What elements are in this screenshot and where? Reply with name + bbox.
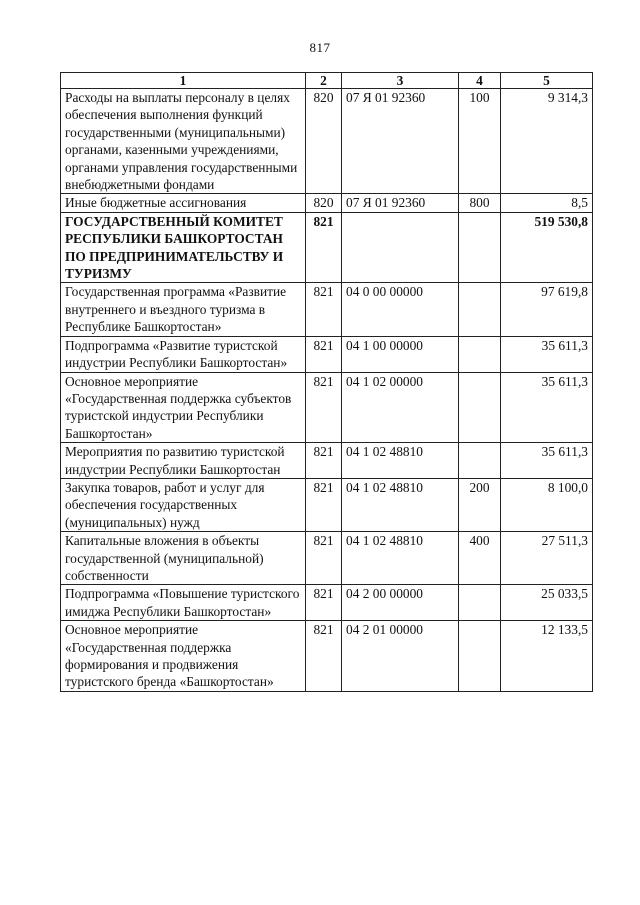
header-col-5: 5 (501, 73, 593, 89)
row-name: Мероприятия по развитию туристской индустрии Республики Башкортостан (61, 443, 306, 479)
row-target-article: 07 Я 01 92360 (342, 194, 459, 212)
row-code: 820 (306, 194, 342, 212)
row-amount: 25 033,5 (501, 585, 593, 621)
row-amount: 35 611,3 (501, 443, 593, 479)
row-name: Основное мероприятие «Государственная поддержка формирования и продвижения туристского бренда «Башкортостан» (61, 621, 306, 692)
row-target-article: 04 2 01 00000 (342, 621, 459, 692)
header-col-3: 3 (342, 73, 459, 89)
table-row-section-heading (61, 212, 593, 283)
row-expense-type: 200 (459, 478, 501, 531)
row-expense-type (459, 372, 501, 443)
table-row (61, 336, 593, 372)
row-expense-type (459, 283, 501, 336)
row-expense-type: 100 (459, 89, 501, 194)
row-expense-type (459, 443, 501, 479)
row-amount: 8,5 (501, 194, 593, 212)
row-code: 821 (306, 585, 342, 621)
row-code: 821 (306, 372, 342, 443)
row-expense-type (459, 212, 501, 283)
row-name: Иные бюджетные ассигнования (61, 194, 306, 212)
row-target-article: 04 0 00 00000 (342, 283, 459, 336)
table-row (61, 283, 593, 336)
row-code: 821 (306, 283, 342, 336)
table-row (61, 443, 593, 479)
row-target-article: 04 2 00 00000 (342, 585, 459, 621)
row-amount: 9 314,3 (501, 89, 593, 194)
row-amount: 12 133,5 (501, 621, 593, 692)
row-amount: 8 100,0 (501, 478, 593, 531)
row-expense-type: 800 (459, 194, 501, 212)
table-row (61, 585, 593, 621)
row-name: Подпрограмма «Повышение туристского имиджа Республики Башкортостан» (61, 585, 306, 621)
row-target-article: 04 1 00 00000 (342, 336, 459, 372)
table-row (61, 372, 593, 443)
table-row (61, 478, 593, 531)
table-row (61, 621, 593, 692)
row-name: Расходы на выплаты персоналу в целях обеспечения выполнения функций государственными (муниципальными) органами, казенными учреждениями, органами управления государственными внебюджетными фондами (61, 89, 306, 194)
row-expense-type (459, 621, 501, 692)
row-code: 821 (306, 212, 342, 283)
row-code: 821 (306, 621, 342, 692)
header-col-4: 4 (459, 73, 501, 89)
row-amount: 519 530,8 (501, 212, 593, 283)
row-name: Закупка товаров, работ и услуг для обеспечения государственных (муниципальных) нужд (61, 478, 306, 531)
row-target-article (342, 212, 459, 283)
row-code: 821 (306, 478, 342, 531)
row-name: Основное мероприятие «Государственная поддержка субъектов туристской индустрии Республики Башкортостан» (61, 372, 306, 443)
row-name: Государственная программа «Развитие внутреннего и въездного туризма в Республике Башкортостан» (61, 283, 306, 336)
row-code: 821 (306, 336, 342, 372)
page-number: 817 (309, 40, 331, 55)
row-code: 821 (306, 443, 342, 479)
row-expense-type: 400 (459, 532, 501, 585)
row-code: 820 (306, 89, 342, 194)
table-row (61, 89, 593, 194)
row-target-article: 04 1 02 48810 (342, 478, 459, 531)
row-target-article: 04 1 02 48810 (342, 443, 459, 479)
row-name: Подпрограмма «Развитие туристской индустрии Республики Башкортостан» (61, 336, 306, 372)
header-col-2: 2 (306, 73, 342, 89)
header-col-1: 1 (61, 73, 306, 89)
row-target-article: 04 1 02 48810 (342, 532, 459, 585)
row-code: 821 (306, 532, 342, 585)
budget-table (60, 72, 593, 692)
row-amount: 35 611,3 (501, 372, 593, 443)
row-amount: 35 611,3 (501, 336, 593, 372)
row-target-article: 04 1 02 00000 (342, 372, 459, 443)
row-amount: 97 619,8 (501, 283, 593, 336)
table-header-row (61, 73, 593, 89)
row-target-article: 07 Я 01 92360 (342, 89, 459, 194)
row-expense-type (459, 585, 501, 621)
table-row (61, 194, 593, 212)
row-name: ГОСУДАРСТВЕННЫЙ КОМИТЕТ РЕСПУБЛИКИ БАШКОРТОСТАН ПО ПРЕДПРИНИМАТЕЛЬСТВУ И ТУРИЗМУ (61, 212, 306, 283)
row-amount: 27 511,3 (501, 532, 593, 585)
row-name: Капитальные вложения в объекты государственной (муниципальной) собственности (61, 532, 306, 585)
table-row (61, 532, 593, 585)
row-expense-type (459, 336, 501, 372)
